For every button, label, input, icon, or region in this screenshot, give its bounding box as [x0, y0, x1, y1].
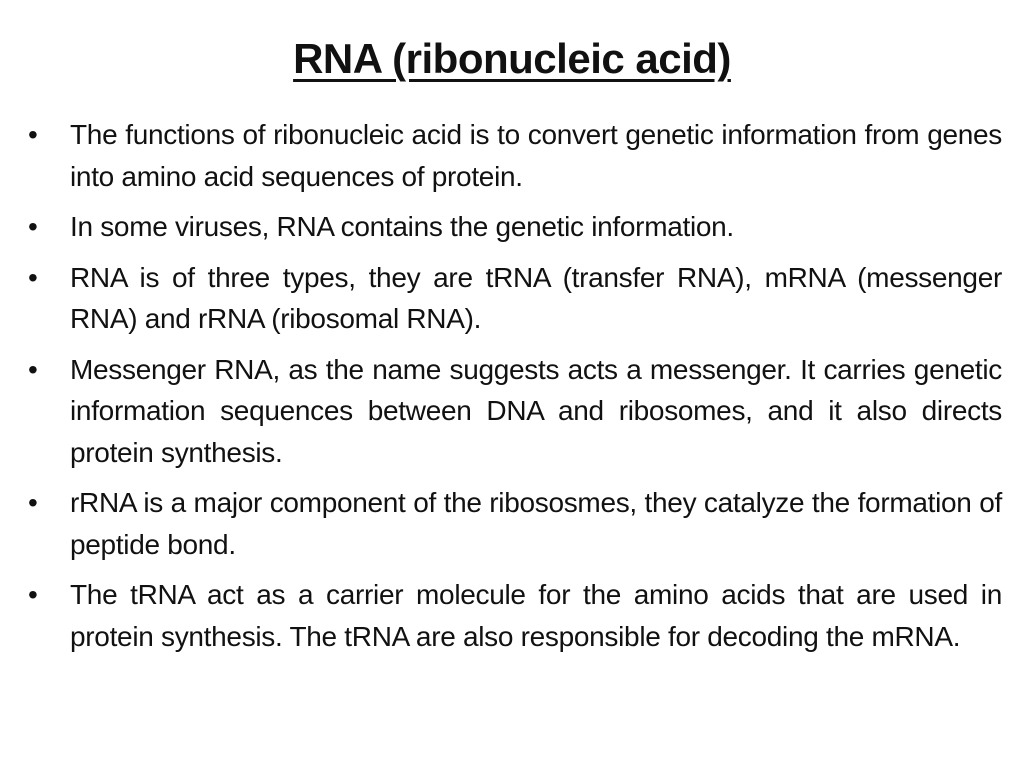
bullet-item — [28, 482, 1002, 565]
bullet-text: rRNA is a major component of the ribososmes, they catalyze the formation of peptide bond. — [70, 487, 1002, 560]
bullet-item — [28, 349, 1002, 474]
bullet-text: RNA is of three types, they are tRNA (transfer RNA), mRNA (messenger RNA) and rRNA (ribosomal RNA). — [70, 261, 1002, 334]
bullet-point-icon: • — [28, 353, 38, 385]
bullet-text: The functions of ribonucleic acid is to convert genetic information from genes into amino acid sequences of protein. — [70, 119, 1002, 192]
bullet-item — [28, 206, 1002, 248]
bullet-text: In some viruses, RNA contains the genetic information. — [70, 211, 734, 242]
bullet-text: The tRNA act as a carrier molecule for the amino acids that are used in protein synthesis. The tRNA are also responsible for decoding the mRNA. — [70, 579, 1002, 652]
bullet-item — [28, 257, 1002, 340]
bullet-item — [28, 574, 1002, 657]
bullet-text: Messenger RNA, as the name suggests acts a messenger. It carries genetic information sequences between DNA and ribosomes, and it also directs protein synthesis. — [70, 353, 1002, 468]
bullet-point-icon: • — [28, 211, 38, 242]
bullet-point-icon: • — [28, 487, 38, 518]
bullet-point-icon: • — [28, 119, 38, 150]
slide-title — [0, 32, 1024, 86]
bullet-point-icon: • — [28, 261, 38, 293]
bullet-item — [28, 114, 1002, 197]
bullet-list — [28, 114, 1002, 666]
slide-title-text: RNA (ribonucleic acid) — [293, 35, 731, 82]
bullet-point-icon: • — [28, 579, 38, 610]
